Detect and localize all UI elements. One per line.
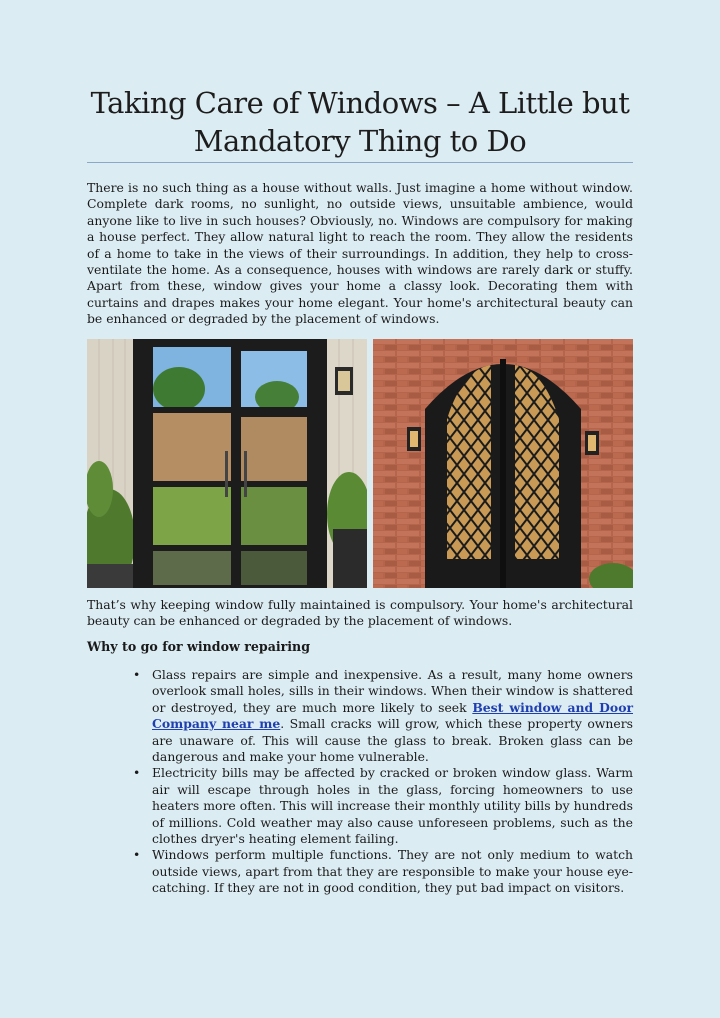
reasons-list — [133, 667, 633, 897]
intro-paragraph: There is no such thing as a house without walls. Just imagine a home without window. Complete dark rooms, no sunlight, no outside views, unsuitable ambience, would anyone like to live in such houses? Obviously, no. Windows are compulsory for making a house perfect. They allow natural light to reach the room. They allow the residents of a home to take in the views of their surroundings. In addition, they help to cross-ventilate the home. As a consequence, houses with windows are rarely dark or stuffy. Apart from these, window gives your home a classy look. Decorating them with curtains and drapes makes your home elegant. Your home's architectural beauty can be enhanced or degraded by the placement of windows. — [87, 180, 633, 327]
list-item-text: Electricity bills may be affected by cracked or broken window glass. Warm air will escape through holes in the glass, forcing homeowners to use heaters more often. This will increase their monthly utility bills by hundreds of millions. Cold weather may also cause unforeseen problems, such as the clothes dryer's heating element failing. — [152, 765, 633, 847]
bullet-icon: • — [133, 847, 141, 863]
list-item-text-continued: . Small cracks will grow, which these property owners are unaware of. This will cause the glass to break. Broken glass can be dangerous and make your home vulnerable. — [152, 716, 633, 765]
list-item — [133, 847, 633, 896]
bullet-icon: • — [133, 667, 141, 682]
bullet-icon: • — [133, 765, 141, 781]
follow-up-paragraph: That’s why keeping window fully maintained is compulsory. Your home's architectural beauty can be enhanced or degraded by the placement of windows. — [87, 597, 633, 629]
steel-glass-door-photo — [87, 339, 367, 588]
arched-iron-door-photo — [373, 339, 633, 588]
list-item — [133, 765, 633, 847]
best-window-door-company-link[interactable]: Best window and Door Company near me — [152, 699, 633, 732]
title-divider — [87, 162, 633, 163]
list-item-text: Windows perform multiple functions. They are not only medium to watch outside views, apart from that they are responsible to make your house eye-catching. If they are not in good condition, they put bad impact on visitors. — [152, 847, 633, 896]
list-item — [133, 667, 633, 765]
window-photos — [87, 339, 633, 588]
list-item-text: Glass repairs are simple and inexpensive. As a result, many home owners overlook small holes, sills in their windows. When their window is shattered or destroyed, they are much more likely to seek — [152, 667, 633, 715]
section-heading: Why to go for window repairing — [87, 639, 311, 654]
page-title: Taking Care of Windows – A Little but Mandatory Thing to Do — [90, 86, 630, 158]
